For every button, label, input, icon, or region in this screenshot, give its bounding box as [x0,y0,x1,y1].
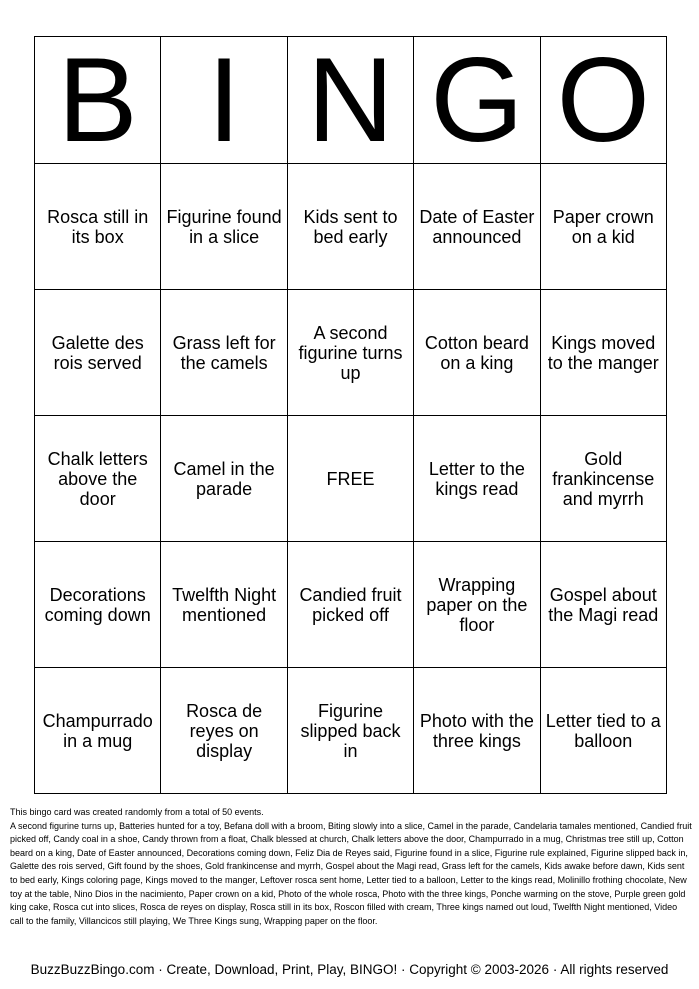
card-cell: Cotton beard on a king [414,290,540,416]
card-row [35,290,667,416]
card-cell: Gospel about the Magi read [540,542,666,668]
header-letter: G [414,37,540,164]
card-cell: Chalk letters above the door [35,416,161,542]
header-row [35,37,667,164]
footnote-intro: This bingo card was created randomly from a total of 50 events. [10,807,264,817]
card-cell: Kids sent to bed early [287,164,413,290]
card-row [35,542,667,668]
card-row [35,164,667,290]
card-cell: Paper crown on a kid [540,164,666,290]
card-cell: Figurine found in a slice [161,164,287,290]
card-cell: Grass left for the camels [161,290,287,416]
card-cell: Date of Easter announced [414,164,540,290]
header-letter: O [540,37,666,164]
copyright-footer: BuzzBuzzBingo.com · Create, Download, Print, Play, BINGO! · Copyright © 2003-2026 · All rights reserved [30,962,669,977]
card-row [35,668,667,794]
card-cell: Figurine slipped back in [287,668,413,794]
card-cell: Twelfth Night mentioned [161,542,287,668]
free-space-cell: FREE [287,416,413,542]
header-letter: I [161,37,287,164]
footnote-event-list: A second figurine turns up, Batteries hunted for a toy, Befana doll with a broom, Biting slowly into a slice, Camel in the parade, Candelaria tamales mentioned, Candied fruit picked off, Candy coal in a shoe, Candy thrown from a float, Chalk blessed at church, Chalk letters above the door, Champurrado in a mug, Christmas tree still up, Cotton beard on a king, Date of Easter announced, Decorations coming down, Feliz Dia de Reyes said, Figurine found in a slice, Figurine rule explained, Figurine slipped back in, Galette des rois served, Gift found by the shoes, Gold frankincense and myrrh, Gospel about the Magi read, Grass left for the camels, Kids awake before dawn, Kids sent to bed early, Kings coloring page, Kings moved to the manger, Leftover rosca sent home, Letter tied to a balloon, Letter to the kings read, Molinillo frothing chocolate, New toy at the table, Nino Dios in the nacimiento, Paper crown on a kid, Photo of the whole rosca, Photo with the three kings, Ponche warming on the stove, Purple green gold king cake, Rosca cut into slices, Rosca de reyes on display, Rosca still in its box, Roscon filled with cream, Three kings named out loud, Twelfth Night mentioned, Video call to the family, Villancicos still playing, We Three Kings sung, Wrapping paper on the floor. [10,820,692,926]
card-cell: Rosca de reyes on display [161,668,287,794]
card-cell: Rosca still in its box [35,164,161,290]
bingo-card [34,33,667,794]
card-cell: Letter tied to a balloon [540,668,666,794]
event-list-footnote [10,806,692,928]
card-cell: Camel in the parade [161,416,287,542]
card-cell: Kings moved to the manger [540,290,666,416]
card-cell: Galette des rois served [35,290,161,416]
card-cell: Letter to the kings read [414,416,540,542]
card-cell: Photo with the three kings [414,668,540,794]
card-cell: Candied fruit picked off [287,542,413,668]
card-row [35,416,667,542]
card-cell: Wrapping paper on the floor [414,542,540,668]
header-letter: N [287,37,413,164]
header-letter: B [35,37,161,164]
card-cell: Gold frankincense and myrrh [540,416,666,542]
card-cell: Champurrado in a mug [35,668,161,794]
card-cell: A second figurine turns up [287,290,413,416]
card-cell: Decorations coming down [35,542,161,668]
